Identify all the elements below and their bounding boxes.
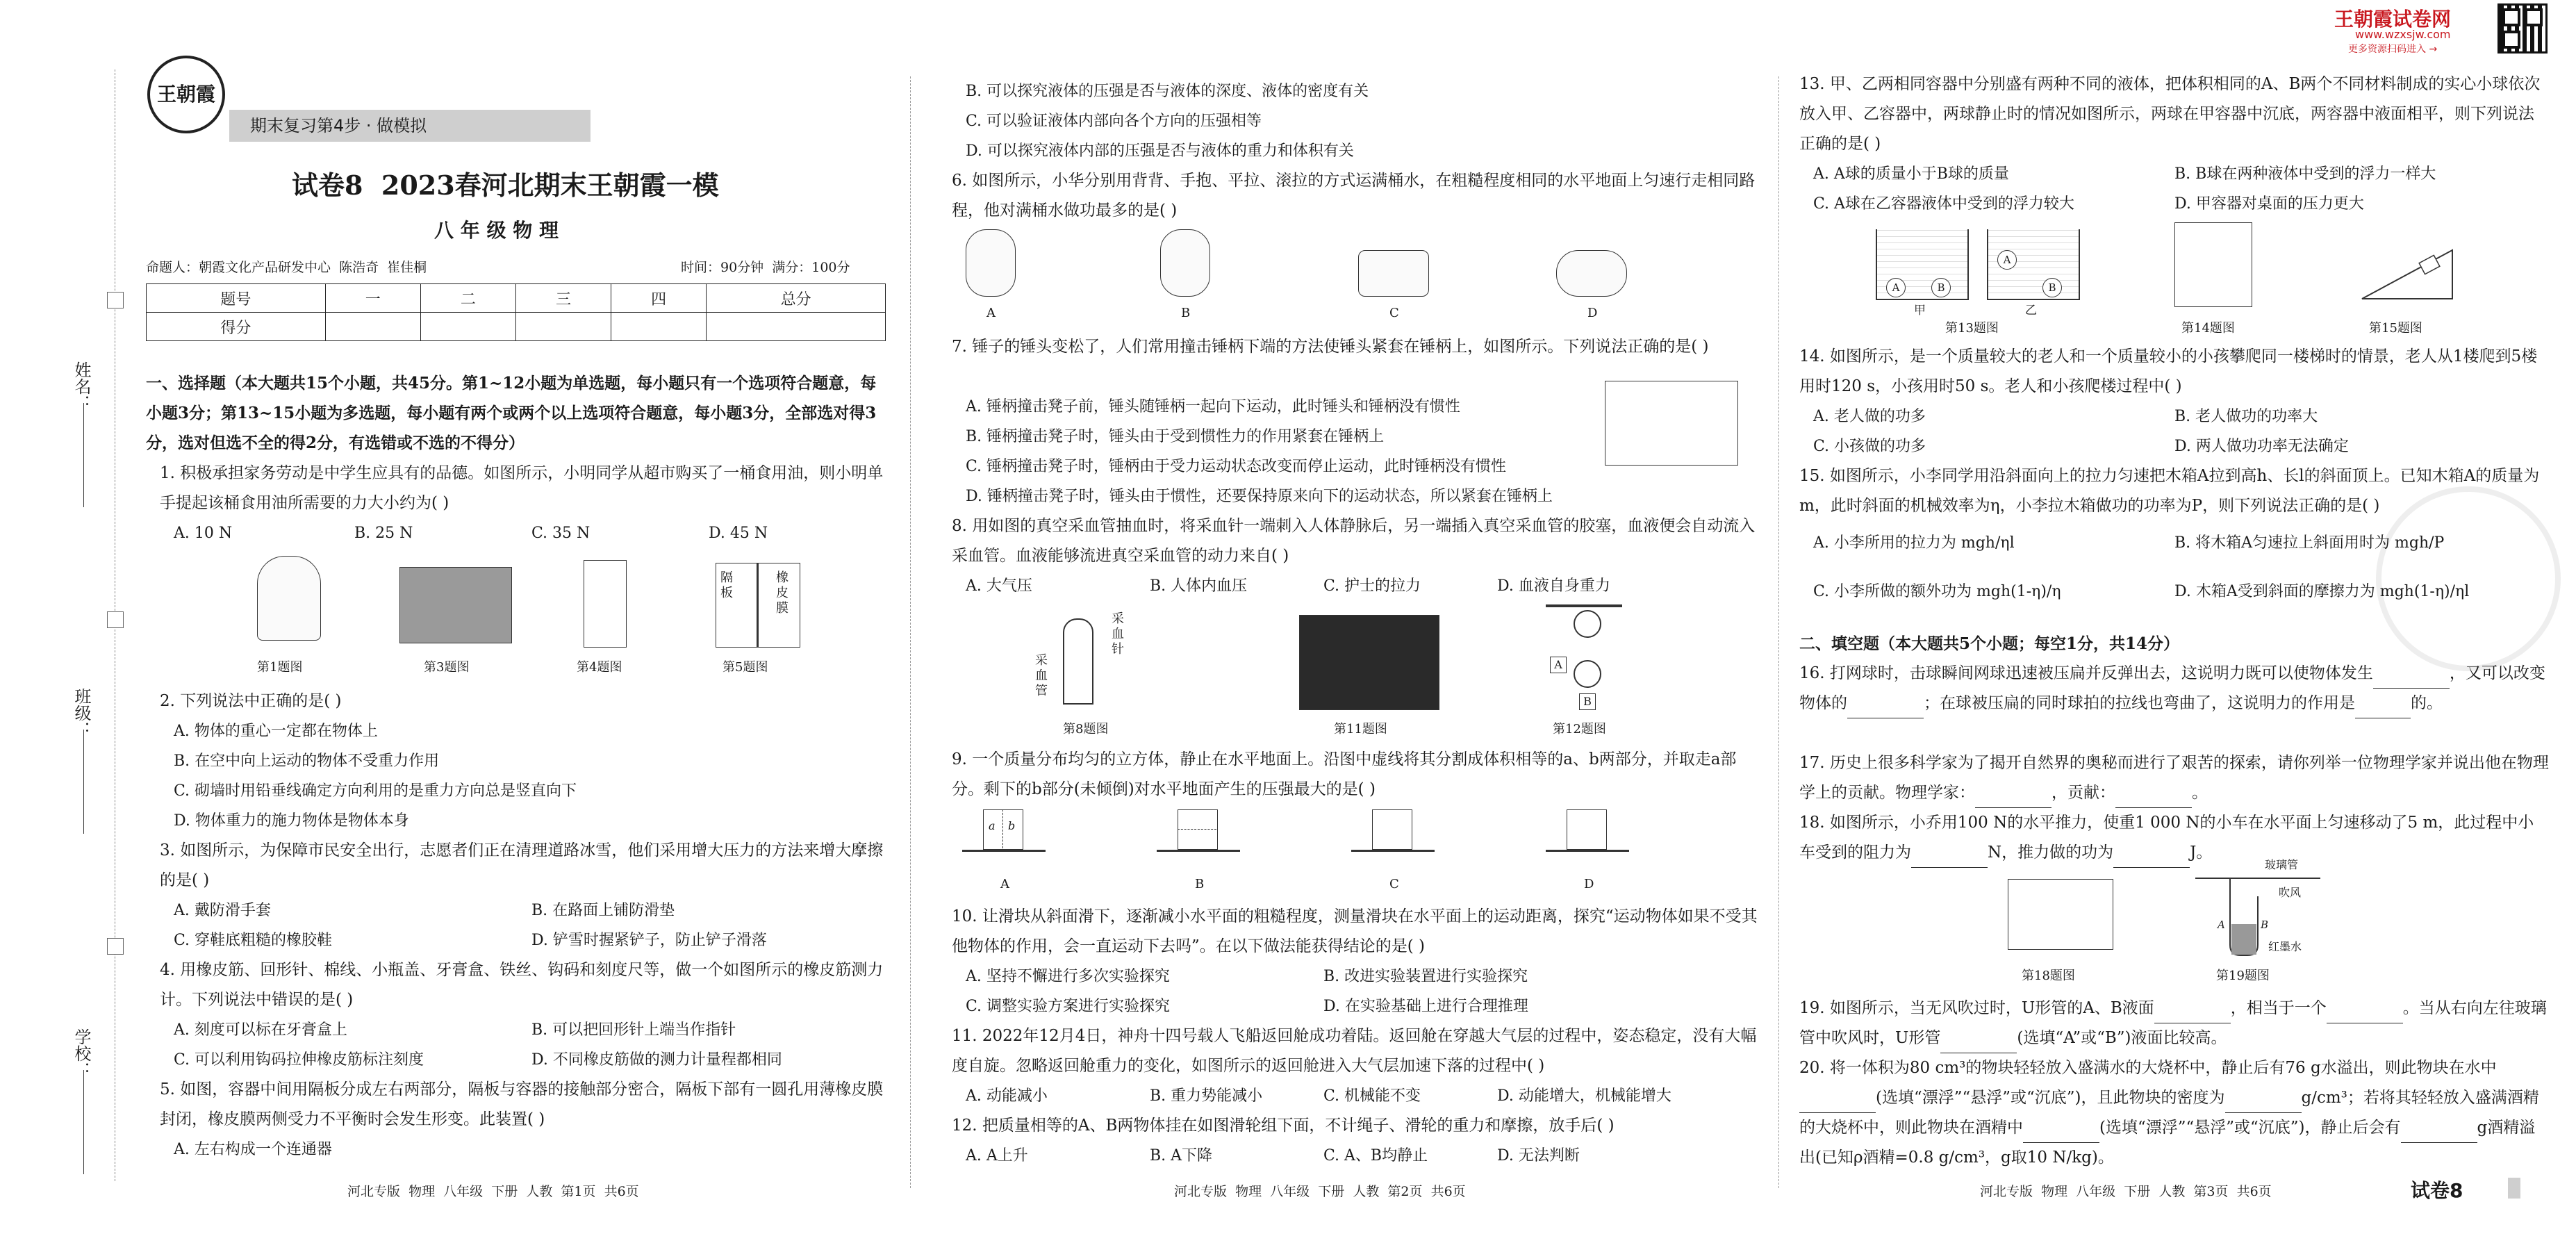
fig19-wind-label: 吹风 — [2279, 886, 2302, 899]
q16-blank-1[interactable] — [2373, 670, 2450, 689]
question-16: 16. 打网球时，击球瞬间网球迅速被压扁并反弹出去，这说明力既可以使物体发生 ，又可以改变物体的 ；在球被压扁的同时球拍的拉线也弯曲了，这说明力的作用是 的。 — [1799, 659, 2550, 718]
q4-option-d[interactable]: D. 不同橡皮筋做的测力计量程都相同 — [531, 1051, 782, 1069]
score-table-header-row — [147, 284, 886, 313]
q15-option-a[interactable]: A. 小李所用的拉力为 mgh/ηl — [1813, 534, 2015, 552]
q3-option-b[interactable]: B. 在路面上铺防滑垫 — [531, 902, 675, 919]
step-tag: 期末复习第4步 · 做模拟 — [229, 110, 591, 142]
fig13-label: 乙 — [2025, 304, 2037, 318]
fig13-label: 甲 — [1914, 304, 1926, 318]
q8-option-c[interactable]: C. 护士的拉力 — [1323, 577, 1421, 595]
q5-option-a[interactable]: A. 左右构成一个连通器 — [174, 1141, 332, 1158]
fig-caption: 第15题图 — [2369, 321, 2422, 336]
fig8-needle-label: 采血针 — [1112, 611, 1124, 657]
q13-option-c[interactable]: C. A球在乙容器液体中受到的浮力较大 — [1813, 195, 2074, 213]
u-tube-icon — [2188, 869, 2327, 959]
column-divider-1 — [910, 76, 911, 1188]
section2-heading: 二、填空题（本大题共5个小题；每空1分，共14分） — [1799, 634, 2180, 653]
fig12-block-b: B — [1579, 693, 1596, 710]
school-underline — [83, 1070, 84, 1174]
question-3: 3. 如图所示，为保障市民安全出行，志愿者们正在清理道路冰雪，他们采用增大压力的方法来增大摩擦的是( ) — [160, 841, 884, 889]
fig-caption: 第8题图 — [1063, 722, 1109, 736]
brand-logo: 王朝霞 — [147, 56, 225, 133]
q19-blank-1[interactable] — [2154, 1005, 2231, 1023]
fig-caption: 第14题图 — [2181, 321, 2235, 336]
q4-option-b[interactable]: B. 可以把回形针上端当作指针 — [531, 1021, 736, 1039]
section1-heading: 一、选择题（本大题共15个小题，共45分。第1~12小题为单选题，每小题只有一个选项符合题意，每小题3分；第13~15小题为多选题，每小题有两个或两个以上选项符合题意，每小题3分，全部选对得3分，选对但选不全的得2分，有选错或不选的不得分） — [146, 374, 877, 452]
score-table — [146, 283, 886, 341]
question-7: 7. 锤子的锤头变松了，人们常用撞击锤柄下端的方法使锤头紧套在锤柄上，如图所示。下列说法正确的是( ) — [952, 338, 1709, 356]
score-header-cell: 二 — [420, 284, 515, 313]
figure-incline-box — [2355, 222, 2459, 306]
fig19-tube-label: 玻璃管 — [2265, 858, 2299, 871]
q10-option-c[interactable]: C. 调整实验方案进行实验探究 — [966, 998, 1171, 1015]
fig-caption: 第1题图 — [257, 660, 303, 675]
fig-caption: 第13题图 — [1945, 321, 1999, 336]
page-column-3 — [1799, 0, 2550, 1243]
fig-caption: 第3题图 — [424, 660, 470, 675]
score-row-label: 得分 — [147, 313, 326, 341]
q2-option-c[interactable]: C. 砌墙时用铅垂线确定方向利用的是重力方向总是竖直向下 — [174, 782, 577, 800]
fig-caption: 第5题图 — [723, 660, 768, 675]
q7-option-c[interactable]: C. 锤柄撞击凳子时，锤柄由于受力运动状态改变而停止运动，此时锤柄没有惯性 — [966, 458, 1507, 475]
question-6: 6. 如图所示，小华分别用背背、手抱、平拉、滚拉的方式运满桶水，在粗糙程度相同的水平地面上匀速行走相同路程，他对满桶水做功最多的是( ) — [952, 172, 1756, 220]
question-10: 10. 让滑块从斜面滑下，逐渐减小水平面的粗糙程度，测量滑块在水平面上的运动距离，探究“运动物体如果不受其他物体的作用，会一直运动下去吗”。在以下做法能获得结论的是( ) — [952, 907, 1758, 955]
q10-option-d[interactable]: D. 在实验基础上进行合理推理 — [1323, 998, 1528, 1015]
score-input-cell[interactable] — [325, 313, 420, 341]
q14-option-d[interactable]: D. 两人做功功率无法确定 — [2174, 438, 2349, 455]
q16-blank-3[interactable] — [2355, 700, 2411, 718]
q7-option-d[interactable]: D. 锤柄撞击凳子时，锤头由于惯性，还要保持原来向下的运动状态，所以紧套在锤柄上 — [966, 488, 1553, 505]
q2-option-a[interactable]: A. 物体的重心一定都在物体上 — [174, 723, 378, 740]
question-14: 14. 如图所示，是一个质量较大的老人和一个质量较小的小孩攀爬同一楼梯时的情景，老人从1楼爬到5楼用时120 s，小孩用时50 s。老人和小孩爬楼过程中( ) — [1799, 347, 2538, 395]
binding-mark-1 — [107, 292, 124, 308]
binding-mark-2 — [107, 611, 124, 628]
figure-carry-back — [966, 229, 1016, 297]
figure-drag-flat — [1358, 250, 1429, 297]
question-4: 4. 用橡皮筋、回形针、棉线、小瓶盖、牙膏盒、铁丝、钩码和刻度尺等，做一个如图所示的橡皮筋测力计。下列说法中错误的是( ) — [160, 961, 884, 1009]
top-right-note: 更多资源扫码进入 → — [2348, 44, 2438, 55]
q13-option-b[interactable]: B. B球在两种液体中受到的浮力一样大 — [2174, 165, 2436, 183]
q20-blank-4[interactable] — [2401, 1124, 2477, 1143]
binding-mark-3 — [107, 938, 124, 955]
q2-option-d[interactable]: D. 物体重力的施力物体是物体本身 — [174, 812, 409, 830]
q5-option-d[interactable]: D. 可以探究液体内部的压强是否与液体的重力和体积有关 — [966, 142, 1354, 160]
page-footer-2: 河北专版 物理 八年级 下册 人教 第2页 共6页 — [1174, 1184, 1466, 1199]
q4-option-a[interactable]: A. 刻度可以标在牙膏盒上 — [174, 1021, 347, 1039]
page-column-2 — [952, 0, 1758, 1243]
figure-reentry-capsule — [1299, 615, 1439, 710]
q13-option-d[interactable]: D. 甲容器对桌面的压力更大 — [2174, 195, 2364, 213]
q18-blank-2[interactable] — [2113, 849, 2190, 868]
fig13-ball: B — [1931, 278, 1951, 297]
column-divider-2 — [1778, 76, 1779, 1188]
q20-blank-1[interactable] — [1799, 1094, 1876, 1113]
fig13-ball: A — [1997, 250, 2017, 270]
exam-subtitle: 八 年 级 物 理 — [434, 219, 559, 242]
page-footer-1: 河北专版 物理 八年级 下册 人教 第1页 共6页 — [347, 1184, 639, 1199]
q15-option-b[interactable]: B. 将木箱A匀速拉上斜面用时为 mgh/P — [2174, 534, 2445, 552]
q1-option-d[interactable]: D. 45 N — [709, 525, 768, 542]
q9-figure-b — [1157, 809, 1240, 865]
fig5-left-label: 隔板 — [720, 570, 733, 600]
question-2: 2. 下列说法中正确的是( ) — [160, 692, 342, 710]
q10-option-a[interactable]: A. 坚持不懈进行多次实验探究 — [966, 968, 1170, 985]
q4-option-c[interactable]: C. 可以利用钩码拉伸橡皮筋标注刻度 — [174, 1051, 424, 1069]
q8-option-b[interactable]: B. 人体内血压 — [1150, 577, 1248, 595]
figure-u-tube — [2188, 858, 2327, 959]
question-1: 1. 积极承担家务劳动是中学生应具有的品德。如图所示，小明同学从超市购买了一桶食用油，则小明单手提起该桶食用油所需要的力大小约为( ) — [160, 464, 884, 512]
q13-option-a[interactable]: A. A球的质量小于B球的质量 — [1813, 165, 2009, 183]
q14-option-b[interactable]: B. 老人做功的功率大 — [2174, 408, 2318, 425]
fig-caption: 第19题图 — [2216, 969, 2270, 983]
fig19-water-label: 红墨水 — [2268, 940, 2302, 953]
q11-option-c[interactable]: C. 机械能不变 — [1323, 1087, 1421, 1105]
q11-option-b[interactable]: B. 重力势能减小 — [1150, 1087, 1263, 1105]
figure-oil-bottle — [257, 556, 321, 641]
q7-option-b[interactable]: B. 锤柄撞击凳子时，锤头由于受到惯性力的作用紧套在锤柄上 — [966, 428, 1385, 445]
q3-option-a[interactable]: A. 戴防滑手套 — [174, 902, 271, 919]
page-column-1 — [146, 0, 889, 1243]
question-8: 8. 用如图的真空采血管抽血时，将采血针一端刺入人体静脉后，另一端插入真空采血管的胶塞，血液便会自动流入采血管。血液能够流进真空采血管的动力来自( ) — [952, 517, 1756, 565]
top-right-url: www.wzxsjw.com — [2355, 28, 2451, 41]
fig5-right-label: 橡皮膜 — [776, 570, 789, 616]
q11-option-d[interactable]: D. 动能增大，机械能增大 — [1497, 1087, 1671, 1105]
q8-option-a[interactable]: A. 大气压 — [966, 577, 1032, 595]
class-underline — [83, 730, 84, 834]
question-15: 15. 如图所示，小李同学用沿斜面向上的拉力匀速把木箱A拉到高h、长l的斜面顶上。已知木箱A的质量为m，此时斜面的机械效率为η，小李拉木箱做功的功率为P，则下列说法正确的是( ) — [1799, 467, 2540, 515]
score-input-cell[interactable] — [707, 313, 886, 341]
figure-rubber-band-meter — [584, 560, 627, 648]
paper-tag-bar — [2508, 1178, 2520, 1199]
question-5: 5. 如图，容器中间用隔板分成左右两部分，隔板与容器的接触部分密合，隔板下部有一圆孔用薄橡皮膜封闭，橡皮膜两侧受力不平衡时会发生形变。此装置( ) — [160, 1080, 884, 1128]
page-footer-3: 河北专版 物理 八年级 下册 人教 第3页 共6页 — [1980, 1184, 2272, 1199]
q12-option-a[interactable]: A. A上升 — [966, 1147, 1028, 1164]
fig12-block-a: A — [1550, 657, 1567, 673]
question-11: 11. 2022年12月4日，神舟十四号载人飞船返回舱成功着陆。返回舱在穿越大气层的过程中，姿态稳定，没有大幅度自旋。忽略返回舱重力的变化，如图所示的返回舱进入大气层加速下落的过程中( ) — [952, 1027, 1757, 1075]
q17-blank-2[interactable] — [2115, 789, 2192, 808]
q12-option-d[interactable]: D. 无法判断 — [1497, 1147, 1580, 1164]
figure-carry-hug — [1160, 229, 1210, 297]
q17-blank-1[interactable] — [1975, 789, 2051, 808]
q20-blank-3[interactable] — [2023, 1124, 2099, 1143]
q6-label[interactable]: A — [986, 306, 996, 320]
q14-option-c[interactable]: C. 小孩做的功多 — [1813, 438, 1926, 455]
fig13-ball: A — [1886, 278, 1906, 297]
figure-blood-collection — [1035, 611, 1146, 709]
score-header-cell: 总分 — [707, 284, 886, 313]
incline-icon — [2355, 222, 2459, 306]
q12-option-b[interactable]: B. A下降 — [1150, 1147, 1213, 1164]
fig8-tube-label: 采血管 — [1035, 653, 1048, 698]
score-input-cell[interactable] — [611, 313, 707, 341]
school-label: 学校： — [72, 1028, 91, 1078]
top-right-brand: 王朝霞试卷网 — [2334, 8, 2452, 31]
fig19-a-label: A — [2218, 919, 2225, 931]
question-9: 9. 一个质量分布均匀的立方体，静止在水平地面上。沿图中虚线将其分割成体积相等的a、b两部分，并取走a部分。剩下的b部分(未倾倒)对水平地面产生的压强最大的是( ) — [952, 750, 1737, 798]
fig-caption: 第18题图 — [2022, 969, 2075, 983]
question-17: 17. 历史上很多科学家为了揭开自然界的奥秘而进行了艰苦的探索，请你列举一位物理学家并说出他在物理学上的贡献。物理学家： ，贡献： 。 — [1799, 748, 2550, 808]
q11-option-a[interactable]: A. 动能减小 — [966, 1087, 1048, 1105]
q8-option-d[interactable]: D. 血液自身重力 — [1497, 577, 1610, 595]
q9-figure-a: a b — [962, 809, 1046, 865]
exam-authors: 命题人：朝霞文化产品研发中心 陈浩奇 崔佳桐 — [146, 260, 427, 275]
q1-option-c[interactable]: C. 35 N — [531, 525, 591, 542]
figure-snow-clearing — [399, 567, 512, 643]
q9-figure-c — [1351, 809, 1435, 865]
score-header-cell: 四 — [611, 284, 707, 313]
score-header-cell: 三 — [515, 284, 611, 313]
q14-option-a[interactable]: A. 老人做的功多 — [1813, 408, 1926, 425]
figure-two-containers — [1876, 222, 2084, 318]
q19-blank-2[interactable] — [2327, 1005, 2403, 1023]
paper-tag: 试卷8 — [2411, 1179, 2463, 1202]
q2-option-b[interactable]: B. 在空中向上运动的物体不受重力作用 — [174, 752, 440, 770]
question-20: 20. 将一体积为80 cm³的物块轻轻放入盛满水的大烧杯中，静止后有76 g水溢出，则此物块在水中(选填“漂浮”“悬浮”或“沉底”)，且此物块的密度为 g/cm³；若将其轻轻放入盛满酒精的大烧杯中，则此物块在酒精中 (选填“漂浮”“悬浮”或“沉底”)，静止后会有 g酒精溢出(已知ρ酒精=0.8 g/cm³，g取10 N/kg)。 — [1799, 1059, 2539, 1167]
figure-partition-container — [716, 563, 800, 648]
q6-label[interactable]: C — [1389, 306, 1399, 320]
score-input-cell[interactable] — [515, 313, 611, 341]
q9-label[interactable]: A — [1000, 877, 1009, 891]
q15-option-d[interactable]: D. 木箱A受到斜面的摩擦力为 mgh(1-η)/ηl — [2174, 583, 2470, 600]
q6-label[interactable]: B — [1181, 306, 1191, 320]
q9-label[interactable]: B — [1195, 877, 1205, 891]
score-header-cell: 题号 — [147, 284, 326, 313]
q12-option-c[interactable]: C. A、B均静止 — [1323, 1147, 1428, 1164]
q3-option-d[interactable]: D. 铲雪时握紧铲子，防止铲子滑落 — [531, 932, 767, 949]
question-12: 12. 把质量相等的A、B两物体挂在如图滑轮组下面，不计绳子、滑轮的重力和摩擦，放手后( ) — [952, 1117, 1615, 1135]
score-header-cell: 一 — [325, 284, 420, 313]
q18-blank-1[interactable] — [1911, 849, 1988, 868]
q20-blank-2[interactable] — [2225, 1094, 2302, 1113]
class-label: 班级： — [72, 688, 91, 738]
fig19-b-label: B — [2261, 919, 2269, 931]
q5-option-b[interactable]: B. 可以探究液体的压强是否与液体的深度、液体的密度有关 — [966, 83, 1369, 100]
figure-hammer-bench — [1605, 381, 1738, 466]
q19-blank-3[interactable] — [1940, 1035, 2017, 1053]
score-table-score-row — [147, 313, 886, 341]
fig13-ball: B — [2042, 278, 2062, 297]
q10-option-b[interactable]: B. 改进实验装置进行实验探究 — [1323, 968, 1528, 985]
q1-option-a[interactable]: A. 10 N — [174, 525, 233, 542]
fig-caption: 第12题图 — [1553, 722, 1606, 736]
q7-option-a[interactable]: A. 锤柄撞击凳子前，锤头随锤柄一起向下运动，此时锤头和锤柄没有惯性 — [966, 398, 1460, 415]
question-13: 13. 甲、乙两相同容器中分别盛有两种不同的液体，把体积相同的A、B两个不同材料制成的实心小球依次放入甲、乙容器中，两球静止时的情况如图所示，两球在甲容器中沉底，两容器中液面相平，则下列说法正确的是( ) — [1799, 75, 2541, 153]
name-underline — [83, 403, 84, 507]
name-label: 姓名： — [72, 361, 91, 411]
question-18: 18. 如图所示，小乔用100 N的水平推力，使重1 000 N的小车在水平面上匀速移动了5 m，此过程中小车受到的阻力为 N，推力做的功为 J。 — [1799, 808, 2550, 868]
exam-title: 试卷8 2023春河北期末王朝霞一模 — [292, 170, 719, 201]
fig-caption: 第4题图 — [577, 660, 622, 675]
q15-option-c[interactable]: C. 小李所做的额外功为 mgh(1-η)/η — [1813, 583, 2061, 600]
figure-pulley-system — [1546, 604, 1622, 716]
q3-option-c[interactable]: C. 穿鞋底粗糙的橡胶鞋 — [174, 932, 333, 949]
q9-figure-d — [1546, 809, 1629, 865]
figure-stairs-climb — [2174, 222, 2252, 307]
figure-roll-pull — [1556, 250, 1627, 297]
question-19: 19. 如图所示，当无风吹过时，U形管的A、B液面 ，相当于一个 。当从右向左往玻璃管中吹风时，U形管 (选填“A”或“B”)液面比较高。 — [1799, 994, 2550, 1053]
q1-option-b[interactable]: B. 25 N — [354, 525, 413, 542]
q9-label[interactable]: C — [1389, 877, 1399, 891]
exam-time-info: 时间：90分钟 满分：100分 — [681, 260, 850, 275]
q9-label[interactable]: D — [1584, 877, 1594, 891]
q16-blank-2[interactable] — [1847, 700, 1924, 718]
q6-label[interactable]: D — [1587, 306, 1598, 320]
q5-option-c[interactable]: C. 可以验证液体内部向各个方向的压强相等 — [966, 113, 1262, 130]
figure-push-cart — [2008, 879, 2113, 950]
fig-caption: 第11题图 — [1334, 722, 1387, 736]
score-input-cell[interactable] — [420, 313, 515, 341]
